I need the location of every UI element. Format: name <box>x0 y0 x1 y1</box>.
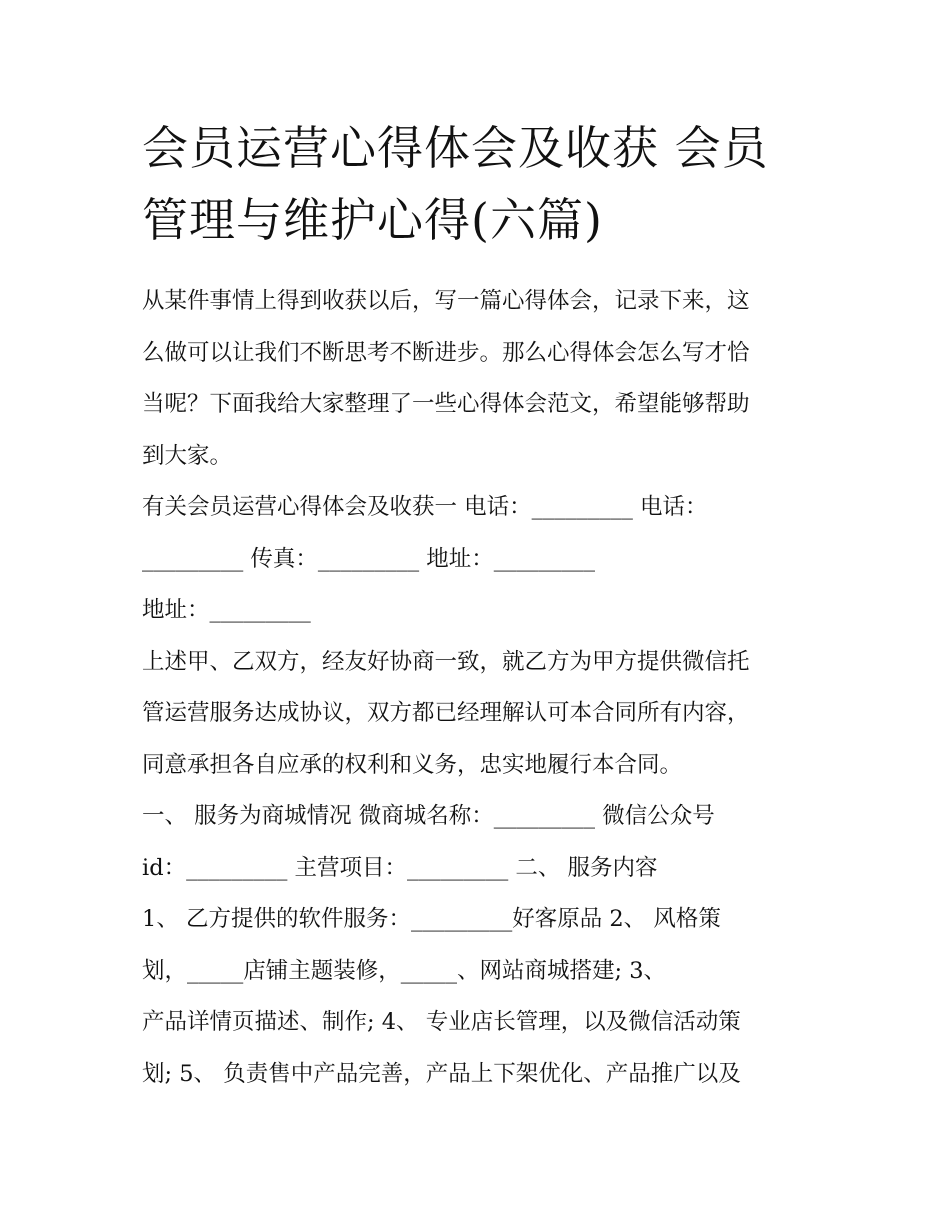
body-line: 当呢？下面我给大家整理了一些心得体会范文，希望能够帮助 <box>142 391 750 417</box>
body-line: 一、 服务为商城情况 微商城名称：_________ 微信公众号 <box>142 803 715 829</box>
body-line: 有关会员运营心得体会及收获一 电话：_________ 电话： <box>142 494 708 520</box>
document-body <box>142 276 814 1100</box>
body-line: 管运营服务达成协议，双方都已经理解认可本合同所有内容， <box>142 700 750 726</box>
body-line: 上述甲、乙双方，经友好协商一致，就乙方为甲方提供微信托 <box>142 648 750 675</box>
body-line: 从某件事情上得到收获以后，写一篇心得体会，记录下来，这 <box>142 288 750 314</box>
document-title <box>142 112 814 256</box>
body-line: 么做可以让我们不断思考不断进步。那么心得体会怎么写才恰 <box>142 339 750 366</box>
document-page <box>142 112 814 1100</box>
body-line: 地址：_________ <box>142 597 311 623</box>
body-line: 同意承担各自应承的权利和义务，忠实地履行本合同。 <box>142 751 683 778</box>
body-line: 1、 乙方提供的软件服务：_________好客原品 2、 风格策 <box>142 906 721 932</box>
body-line: 划; 5、 负责售中产品完善，产品上下架优化、产品推广以及 <box>142 1060 741 1087</box>
body-line: id：_________ 主营项目：_________ 二、 服务内容 <box>142 854 658 881</box>
body-line: _________ 传真：_________ 地址：_________ <box>142 545 596 572</box>
title-line: 会员运营心得体会及收获 会员 <box>142 121 769 175</box>
body-line: 产品详情页描述、制作; 4、 专业店长管理，以及微信活动策 <box>142 1009 741 1035</box>
body-line: 到大家。 <box>142 442 233 469</box>
body-line: 划，_____店铺主题装修，_____、网站商城搭建; 3、 <box>142 957 667 984</box>
title-line: 管理与维护心得(六篇) <box>142 193 603 247</box>
